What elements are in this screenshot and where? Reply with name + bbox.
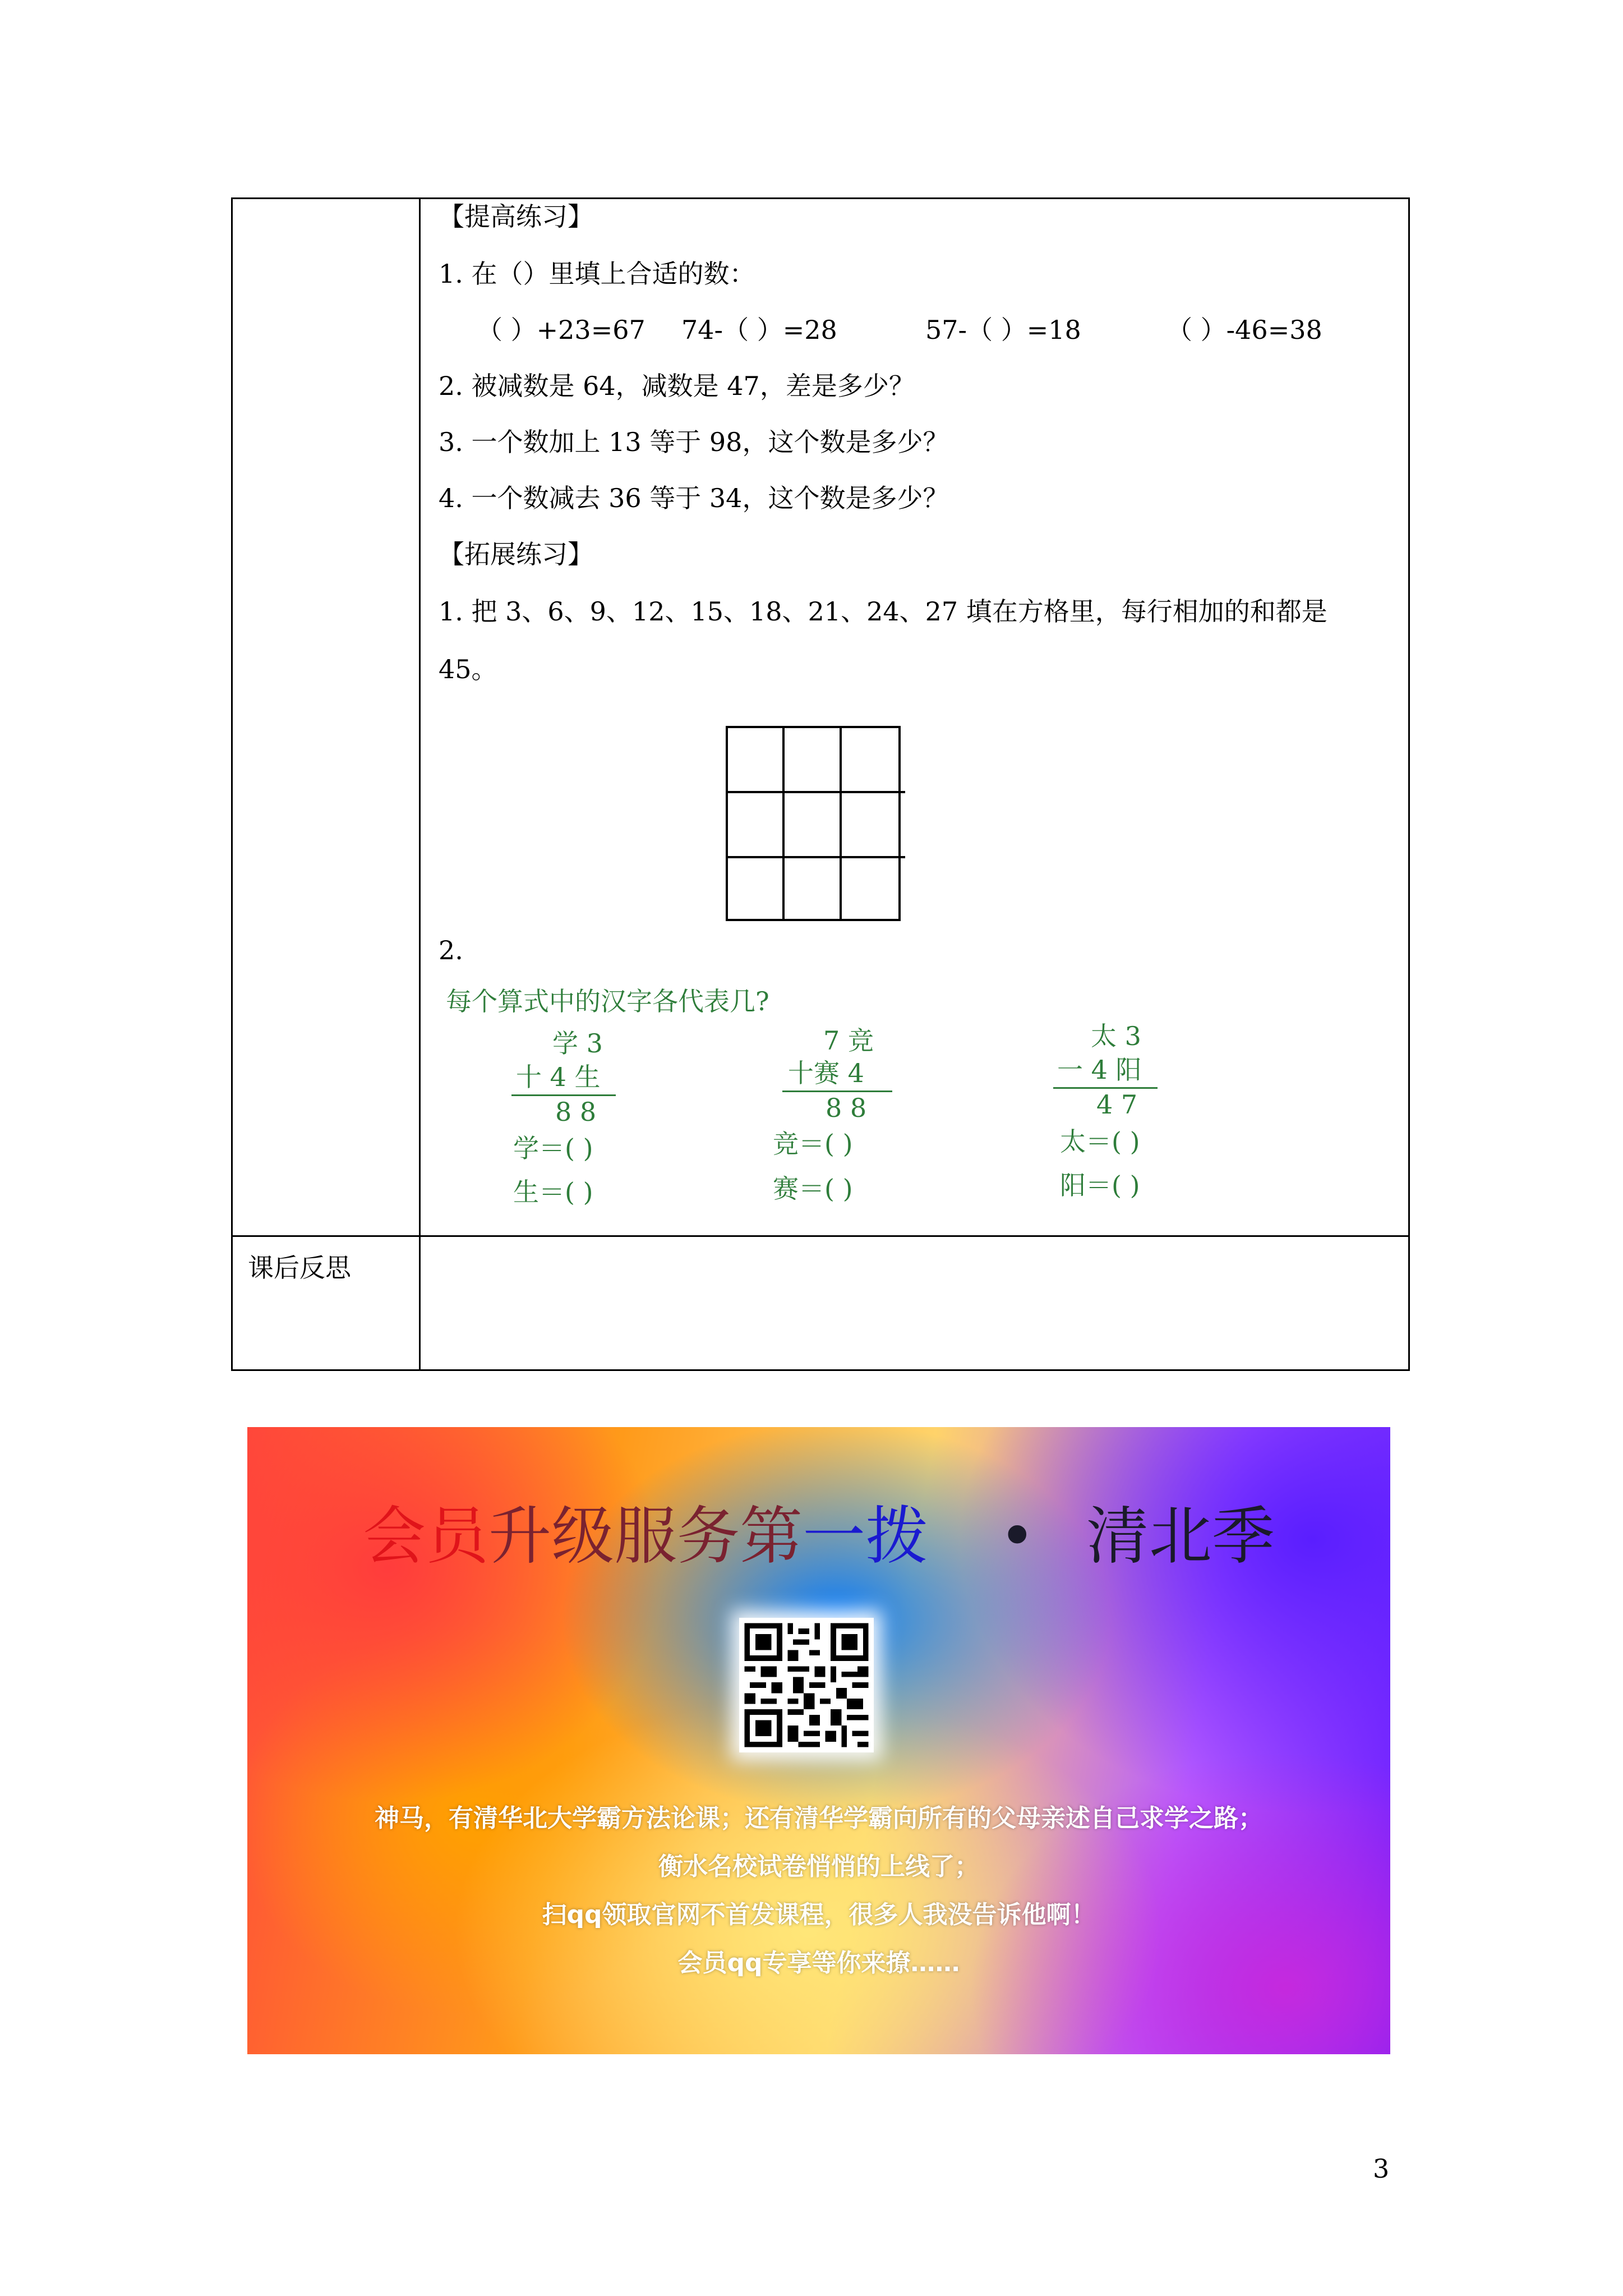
qr-code[interactable] bbox=[739, 1618, 874, 1752]
puzzle-3-bottom: 4 7 bbox=[1096, 1089, 1138, 1120]
question-2: 2. 被减数是 64，减数是 47，差是多少？ bbox=[439, 371, 915, 401]
banner-line-3: 扫qq领取官网不首发课程，很多人我没告诉他啊！ bbox=[542, 1901, 1096, 1929]
question-4: 4. 一个数减去 36 等于 34，这个数是多少？ bbox=[439, 483, 949, 513]
banner-title-dot: • bbox=[998, 1500, 1036, 1573]
puzzle-1-answer-1: 学＝( ) bbox=[513, 1133, 593, 1163]
banner-title-red: 会员 bbox=[363, 1500, 489, 1573]
banner-line-2: 衡水名校试卷悄悄的上线了； bbox=[658, 1852, 979, 1881]
puzzle-3-mid: 一 4 阳 bbox=[1057, 1055, 1142, 1085]
puzzle-1-answer-2: 生＝( ) bbox=[513, 1177, 593, 1207]
puzzle-title: 每个算式中的汉字各代表几? bbox=[446, 986, 769, 1016]
extend-question-1-cont: 45。 bbox=[439, 654, 497, 684]
puzzle-2-answer-2: 赛＝( ) bbox=[773, 1174, 853, 1204]
banner-title-mid: 升级服务第 bbox=[488, 1500, 803, 1573]
blank-4: （ ）-46=38 bbox=[1166, 315, 1322, 345]
puzzle-1-bottom: 8 8 bbox=[555, 1097, 597, 1127]
page-number: 3 bbox=[1373, 2154, 1390, 2184]
promo-banner bbox=[247, 1427, 1390, 2054]
puzzle-2-rule bbox=[782, 1091, 892, 1092]
puzzle-2-mid: 十赛 4 bbox=[788, 1058, 864, 1088]
grid-outline bbox=[726, 726, 901, 921]
puzzle-2-bottom: 8 8 bbox=[826, 1093, 867, 1123]
puzzle-3-rule bbox=[1053, 1087, 1158, 1089]
puzzle-3-answer-2: 阳＝( ) bbox=[1060, 1170, 1140, 1200]
puzzle-2-answer-1: 竞＝( ) bbox=[773, 1129, 853, 1159]
puzzle-3-answer-1: 太＝( ) bbox=[1060, 1126, 1140, 1157]
puzzle-2-top: 7 竞 bbox=[823, 1025, 874, 1056]
blank-1: （ ）+23=67 bbox=[477, 315, 645, 345]
puzzle-1-top: 学 3 bbox=[552, 1028, 603, 1059]
reflection-label: 课后反思 bbox=[248, 1253, 351, 1283]
grid-line bbox=[782, 726, 785, 921]
banner-title bbox=[247, 1500, 1390, 1573]
improve-heading: 【提高练习】 bbox=[439, 201, 593, 232]
banner-line-1: 神马，有清华北大学霸方法论课；还有清华学霸向所有的父母亲述自己求学之路； bbox=[375, 1804, 1263, 1833]
extend-question-1: 1. 把 3、6、9、12、15、18、21、24、27 填在方格里，每行相加的和都是 bbox=[439, 596, 1327, 627]
puzzle-1-mid: 十 4 生 bbox=[516, 1062, 601, 1092]
grid-line bbox=[726, 856, 905, 858]
row-divider bbox=[231, 1235, 1410, 1237]
blank-3: 57-（ ）=18 bbox=[925, 315, 1081, 345]
puzzle-3-top: 太 3 bbox=[1091, 1021, 1141, 1051]
grid-line bbox=[840, 726, 842, 921]
banner-title-dark: 清北季 bbox=[1086, 1500, 1275, 1573]
extend-question-2: 2. bbox=[439, 935, 463, 965]
question-1: 1. 在（）里填上合适的数： bbox=[439, 259, 755, 289]
banner-line-4: 会员qq专享等你来撩…… bbox=[677, 1949, 960, 1977]
blank-2: 74-（ ）=28 bbox=[681, 315, 837, 345]
grid-line bbox=[726, 791, 905, 793]
qr-code-image bbox=[739, 1618, 874, 1752]
question-3: 3. 一个数加上 13 等于 98，这个数是多少？ bbox=[439, 427, 949, 457]
puzzle-1-rule bbox=[511, 1094, 616, 1096]
column-divider bbox=[419, 197, 421, 1371]
extend-heading: 【拓展练习】 bbox=[439, 539, 593, 569]
banner-title-blue: 一拨 bbox=[803, 1500, 929, 1573]
